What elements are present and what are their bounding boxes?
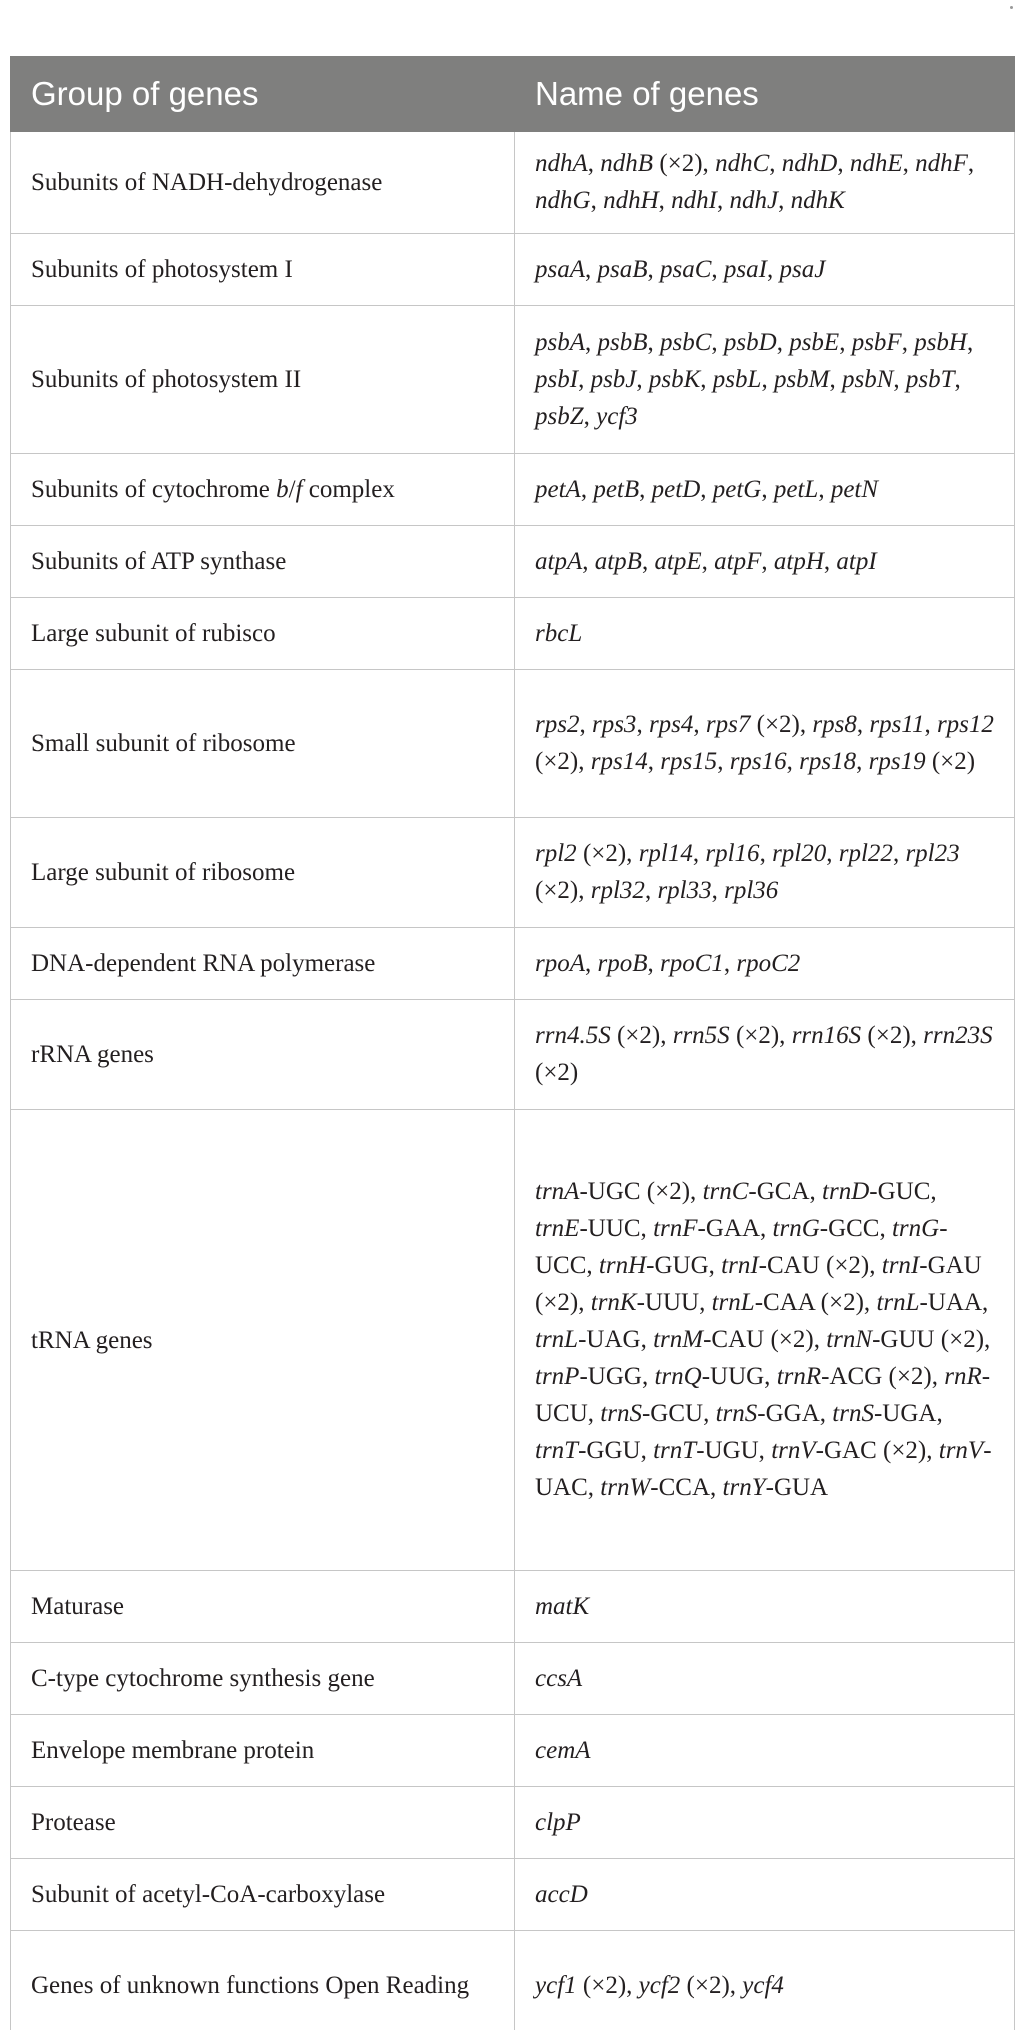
gene-group-cell <box>11 454 515 526</box>
gene-name: rps11 <box>869 711 925 738</box>
gene-name: atpA <box>535 547 583 575</box>
gene-suffix: , <box>924 711 937 738</box>
gene-suffix: (×2) <box>535 1059 579 1086</box>
gene-group-cell: tRNA genes <box>11 1110 515 1571</box>
gene-name: rpl32 <box>590 877 645 904</box>
gene-name: rpoC1 <box>660 949 724 977</box>
gene-name: rpoA <box>535 949 585 977</box>
gene-name: rpl16 <box>705 840 760 867</box>
gene-name: rps8 <box>812 711 857 738</box>
gene-suffix: , <box>644 877 658 904</box>
gene-group-cell: Small subunit of ribosome <box>11 670 515 818</box>
gene-name: ycf2 <box>638 1971 681 1999</box>
gene-name: ndhF <box>915 150 968 177</box>
gene-suffix: , <box>585 949 598 977</box>
gene-suffix: , <box>967 328 974 356</box>
gene-name: psbH <box>914 328 967 356</box>
gene-suffix: (×2), <box>576 840 639 867</box>
gene-group-cell: Envelope membrane protein <box>11 1715 515 1787</box>
gene-name: trnA <box>535 1178 580 1205</box>
gene-name: accD <box>535 1880 588 1908</box>
gene-suffix: (×2), <box>729 1022 792 1049</box>
gene-suffix: , <box>778 187 791 214</box>
gene-name: clpP <box>535 1808 581 1836</box>
gene-name: trnK <box>590 1289 637 1316</box>
gene-suffix: -UUU, <box>636 1289 712 1316</box>
table-row <box>11 1787 1015 1859</box>
gene-name: atpF <box>714 547 762 575</box>
gene-name: psaC <box>660 255 712 283</box>
gene-suffix: , <box>711 255 724 283</box>
gene-name: trnV <box>771 1437 816 1464</box>
gene-name: psbT <box>905 365 955 393</box>
gene-name: petB <box>593 475 640 503</box>
gene-suffix: , <box>700 475 713 503</box>
corner-dot <box>1010 6 1013 9</box>
gene-name: atpI <box>836 547 877 575</box>
gene-name: trnS <box>832 1400 874 1427</box>
gene-name: ndhH <box>603 187 659 214</box>
gene-name: trnS <box>600 1400 642 1427</box>
gene-name: ndhB <box>600 150 654 177</box>
gene-suffix: -GUG, <box>646 1252 722 1279</box>
gene-suffix: , <box>641 547 655 575</box>
gene-suffix: , <box>647 328 660 356</box>
gene-names-cell <box>515 1931 1015 2030</box>
gene-name: trnQ <box>654 1363 702 1390</box>
table-row <box>11 928 1015 1000</box>
table-row <box>11 1110 1015 1571</box>
gene-suffix: , <box>578 365 591 393</box>
gene-name: cemA <box>535 1736 591 1764</box>
table-row <box>11 598 1015 670</box>
gene-name: petL <box>773 475 819 503</box>
gene-suffix: -CAU (×2), <box>758 1252 882 1279</box>
gene-name: trnI <box>721 1252 759 1279</box>
gene-suffix: , <box>856 748 869 775</box>
gene-name: rpl33 <box>657 877 712 904</box>
gene-name: ndhJ <box>729 187 779 214</box>
gene-name: rpl2 <box>535 840 577 867</box>
gene-suffix: , <box>761 475 774 503</box>
gene-suffix: -GUA <box>765 1474 829 1501</box>
gene-name: rrn5S <box>672 1022 730 1049</box>
table-row <box>11 306 1015 454</box>
gene-name: rps7 <box>705 711 751 738</box>
gene-suffix: -GUU (×2), <box>872 1326 991 1353</box>
gene-name: rrn16S <box>791 1022 862 1049</box>
gene-names-cell <box>515 1787 1015 1859</box>
gene-name: psbD <box>723 328 777 356</box>
gene-name: rps16 <box>729 748 787 775</box>
gene-suffix: -UAG, <box>578 1326 654 1353</box>
gene-name: trnT <box>535 1437 579 1464</box>
gene-group-cell: C-type cytochrome synthesis gene <box>11 1643 515 1715</box>
gene-name: ycf1 <box>535 1971 577 1999</box>
gene-suffix: (×2), <box>861 1022 924 1049</box>
gene-suffix: , <box>700 365 713 393</box>
gene-suffix: , <box>823 547 837 575</box>
gene-name: trnI <box>881 1252 920 1279</box>
gene-table <box>10 56 1015 2030</box>
gene-suffix: , <box>585 328 598 356</box>
gene-suffix: , <box>711 877 725 904</box>
gene-suffix: , <box>826 840 839 867</box>
gene-suffix: -UGA, <box>873 1400 943 1427</box>
gene-name: rps18 <box>799 748 857 775</box>
gene-name: trnG <box>772 1215 820 1242</box>
gene-name: rpl22 <box>838 840 893 867</box>
gene-name: rps12 <box>936 711 994 738</box>
gene-suffix: -UUG, <box>701 1363 777 1390</box>
gene-suffix: -UGG, <box>579 1363 655 1390</box>
gene-suffix: -GAC (×2), <box>815 1437 939 1464</box>
gene-suffix: , <box>636 711 649 738</box>
gene-suffix: , <box>893 365 906 393</box>
gene-name: atpE <box>654 547 702 575</box>
gene-name: psbB <box>597 328 648 356</box>
gene-name: trnV <box>938 1437 984 1464</box>
gene-name: ccsA <box>535 1664 583 1692</box>
gene-name: psbE <box>789 328 840 356</box>
gene-names-cell <box>515 234 1015 306</box>
gene-group-cell: Large subunit of ribosome <box>11 818 515 928</box>
gene-suffix: -GAA, <box>697 1215 773 1242</box>
gene-suffix: -CAA (×2), <box>754 1289 877 1316</box>
gene-name: ndhA <box>535 150 588 177</box>
gene-name: psaA <box>535 255 585 283</box>
gene-suffix: -UUC, <box>579 1215 654 1242</box>
gene-name: rbcL <box>535 619 583 647</box>
gene-names-cell <box>515 1110 1015 1571</box>
gene-name: rpl36 <box>724 877 779 904</box>
gene-suffix: , <box>786 748 800 775</box>
gene-suffix: -GCC, <box>819 1215 892 1242</box>
gene-suffix: -GCU, <box>641 1400 716 1427</box>
gene-suffix: -GCA, <box>748 1178 823 1205</box>
gene-name: ndhK <box>790 187 845 214</box>
gene-suffix: , <box>579 711 592 738</box>
gene-suffix: , <box>647 255 660 283</box>
gene-name: petD <box>651 475 701 503</box>
gene-suffix: , <box>701 547 715 575</box>
gene-name: psbK <box>648 365 701 393</box>
gene-names-cell <box>515 1000 1015 1110</box>
gene-name: trnE <box>535 1215 580 1242</box>
gene-name: psaB <box>597 255 648 283</box>
gene-suffix: , <box>776 328 790 356</box>
gene-suffix: , <box>901 328 915 356</box>
gene-suffix: -UCC, <box>535 1215 948 1279</box>
table-row <box>11 1715 1015 1787</box>
gene-suffix: , <box>587 150 601 177</box>
gene-suffix: , <box>711 328 724 356</box>
gene-name: ndhI <box>671 187 717 214</box>
gene-names-cell <box>515 526 1015 598</box>
gene-suffix: -CAU (×2), <box>703 1326 827 1353</box>
gene-name: rps4 <box>648 711 694 738</box>
gene-suffix: , <box>967 150 975 177</box>
gene-name: ndhG <box>535 187 591 214</box>
gene-suffix: -UCU, <box>535 1363 991 1427</box>
gene-name: atpH <box>773 547 824 575</box>
gene-suffix: , <box>818 475 831 503</box>
gene-name: atpB <box>594 547 642 575</box>
gene-suffix: , <box>590 187 604 214</box>
gene-name: petG <box>712 475 762 503</box>
gene-names-cell <box>515 1571 1015 1643</box>
gene-suffix: , <box>636 365 649 393</box>
gene-name: trnR <box>776 1363 822 1390</box>
gene-name: rps15 <box>660 748 718 775</box>
gene-names-cell <box>515 1643 1015 1715</box>
gene-suffix: (×2), <box>610 1022 673 1049</box>
gene-suffix: , <box>839 328 852 356</box>
gene-group-cell: DNA-dependent RNA polymerase <box>11 928 515 1000</box>
gene-name: psbJ <box>590 365 637 393</box>
gene-suffix: , <box>716 187 730 214</box>
gene-name: trnS <box>715 1400 758 1427</box>
table-row <box>11 1643 1015 1715</box>
gene-name: rrn4.5S <box>535 1022 611 1049</box>
gene-name: trnM <box>653 1326 704 1353</box>
gene-group-cell: Large subunit of rubisco <box>11 598 515 670</box>
gene-name: trnW <box>600 1474 651 1501</box>
gene-suffix: , <box>723 949 737 977</box>
gene-suffix: , <box>583 402 597 430</box>
gene-name: petN <box>830 475 879 503</box>
gene-name: trnF <box>653 1215 698 1242</box>
gene-suffix: , <box>692 840 706 867</box>
table-row <box>11 1931 1015 2030</box>
gene-suffix: , <box>647 949 660 977</box>
gene-group-cell: Protease <box>11 1787 515 1859</box>
gene-names-cell <box>515 818 1015 928</box>
gene-suffix: , <box>761 365 774 393</box>
gene-names-cell <box>515 306 1015 454</box>
gene-names-cell <box>515 1859 1015 1931</box>
gene-suffix: , <box>902 150 916 177</box>
table-row <box>11 1000 1015 1110</box>
gene-suffix: , <box>580 475 594 503</box>
gene-name: rps19 <box>868 748 926 775</box>
gene-name: ycf4 <box>742 1971 784 1999</box>
table-row <box>11 1859 1015 1931</box>
gene-suffix: , <box>647 748 661 775</box>
gene-suffix: (×2), <box>750 711 813 738</box>
gene-name: rnR <box>944 1363 982 1390</box>
gene-group-cell: Subunits of ATP synthase <box>11 526 515 598</box>
gene-suffix: , <box>766 255 780 283</box>
gene-name: rrn23S <box>923 1022 993 1049</box>
gene-name: ndhE <box>849 150 903 177</box>
gene-name: matK <box>535 1592 590 1620</box>
gene-name: psaJ <box>779 255 826 283</box>
table-row <box>11 526 1015 598</box>
gene-name: psbA <box>535 328 585 356</box>
gene-names-cell <box>515 132 1015 234</box>
gene-suffix: -GAU (×2), <box>535 1252 982 1316</box>
group-text-part: b <box>276 476 289 503</box>
gene-suffix: -ACG (×2), <box>821 1363 945 1390</box>
gene-name: psbF <box>851 328 902 356</box>
gene-group-cell: Maturase <box>11 1571 515 1643</box>
gene-suffix: -CCA, <box>650 1474 723 1501</box>
gene-suffix: -UGU, <box>696 1437 772 1464</box>
gene-suffix: (×2), <box>576 1971 639 1999</box>
gene-suffix: (×2) <box>925 748 976 775</box>
gene-suffix: (×2), <box>653 150 716 177</box>
gene-name: trnD <box>822 1178 870 1205</box>
gene-names-cell <box>515 454 1015 526</box>
gene-suffix: -GUC, <box>869 1178 937 1205</box>
gene-suffix: (×2), <box>535 877 591 904</box>
gene-name: rpl20 <box>772 840 827 867</box>
gene-suffix: , <box>759 840 773 867</box>
gene-suffix: -UAA, <box>919 1289 989 1316</box>
gene-group-cell: Subunits of NADH-dehydrogenase <box>11 132 515 234</box>
gene-group-cell: Subunits of photosystem I <box>11 234 515 306</box>
gene-group-cell: Genes of unknown functions Open Reading <box>11 1931 515 2030</box>
gene-suffix: -GGU, <box>578 1437 654 1464</box>
gene-suffix: , <box>761 547 774 575</box>
gene-name: trnP <box>535 1363 580 1390</box>
gene-name: rpoC2 <box>736 949 801 977</box>
gene-suffix: , <box>837 150 850 177</box>
gene-name: trnL <box>535 1326 579 1353</box>
gene-name: rps2 <box>535 711 580 738</box>
table-header-row <box>11 57 1015 132</box>
header-group-of-genes: Group of genes <box>11 57 515 132</box>
gene-name: psbC <box>660 328 712 356</box>
gene-group-cell: Subunits of photosystem II <box>11 306 515 454</box>
table-row <box>11 670 1015 818</box>
gene-name: rpl14 <box>638 840 693 867</box>
gene-name: rps3 <box>591 711 637 738</box>
group-text-part: / <box>288 476 296 503</box>
header-name-of-genes: Name of genes <box>515 57 1015 132</box>
gene-name: psbN <box>842 365 894 393</box>
gene-name: trnN <box>826 1326 873 1353</box>
gene-group-cell: rRNA genes <box>11 1000 515 1110</box>
gene-name: trnT <box>653 1437 697 1464</box>
gene-names-cell <box>515 670 1015 818</box>
gene-name: trnG <box>891 1215 940 1242</box>
gene-suffix: -UAC, <box>535 1437 992 1501</box>
gene-name: rpl23 <box>905 840 960 867</box>
gene-names-cell <box>515 928 1015 1000</box>
gene-name: petA <box>535 475 581 503</box>
gene-group-cell: Subunit of acetyl-CoA-carboxylase <box>11 1859 515 1931</box>
group-text-part: f <box>295 476 303 503</box>
table-row <box>11 234 1015 306</box>
gene-names-cell <box>515 1715 1015 1787</box>
table-row <box>11 818 1015 928</box>
group-text-part: Subunits of cytochrome <box>31 476 277 503</box>
gene-suffix: , <box>693 711 706 738</box>
gene-name: trnY <box>722 1474 766 1501</box>
gene-name: psbL <box>712 365 762 393</box>
table-row <box>11 454 1015 526</box>
gene-name: psbZ <box>535 402 584 430</box>
gene-suffix: , <box>585 255 598 283</box>
gene-suffix: , <box>856 711 870 738</box>
gene-suffix: -UGC (×2), <box>579 1178 703 1205</box>
table-row <box>11 132 1015 234</box>
gene-name: ndhC <box>715 150 770 177</box>
group-text-part: complex <box>302 476 395 503</box>
gene-name: psbI <box>535 365 579 393</box>
gene-suffix: (×2), <box>680 1971 743 1999</box>
gene-name: ndhD <box>781 150 838 177</box>
gene-suffix: -GGA, <box>757 1400 833 1427</box>
gene-name: rpoB <box>597 949 648 977</box>
gene-name: trnC <box>702 1178 749 1205</box>
table-body <box>11 132 1015 2030</box>
gene-suffix: (×2), <box>535 748 591 775</box>
gene-suffix: , <box>954 365 961 393</box>
gene-name: trnL <box>711 1289 755 1316</box>
gene-suffix: , <box>639 475 652 503</box>
gene-name: trnL <box>876 1289 920 1316</box>
gene-name: ycf3 <box>596 402 638 430</box>
gene-name: rps14 <box>590 748 648 775</box>
gene-name: trnH <box>598 1252 647 1279</box>
gene-name: psaI <box>723 255 767 283</box>
gene-suffix: , <box>892 840 906 867</box>
table-row <box>11 1571 1015 1643</box>
gene-suffix: , <box>582 547 595 575</box>
gene-suffix: , <box>658 187 672 214</box>
gene-suffix: , <box>717 748 730 775</box>
gene-suffix: , <box>769 150 782 177</box>
gene-names-cell <box>515 598 1015 670</box>
gene-suffix: , <box>829 365 842 393</box>
gene-name: psbM <box>773 365 830 393</box>
